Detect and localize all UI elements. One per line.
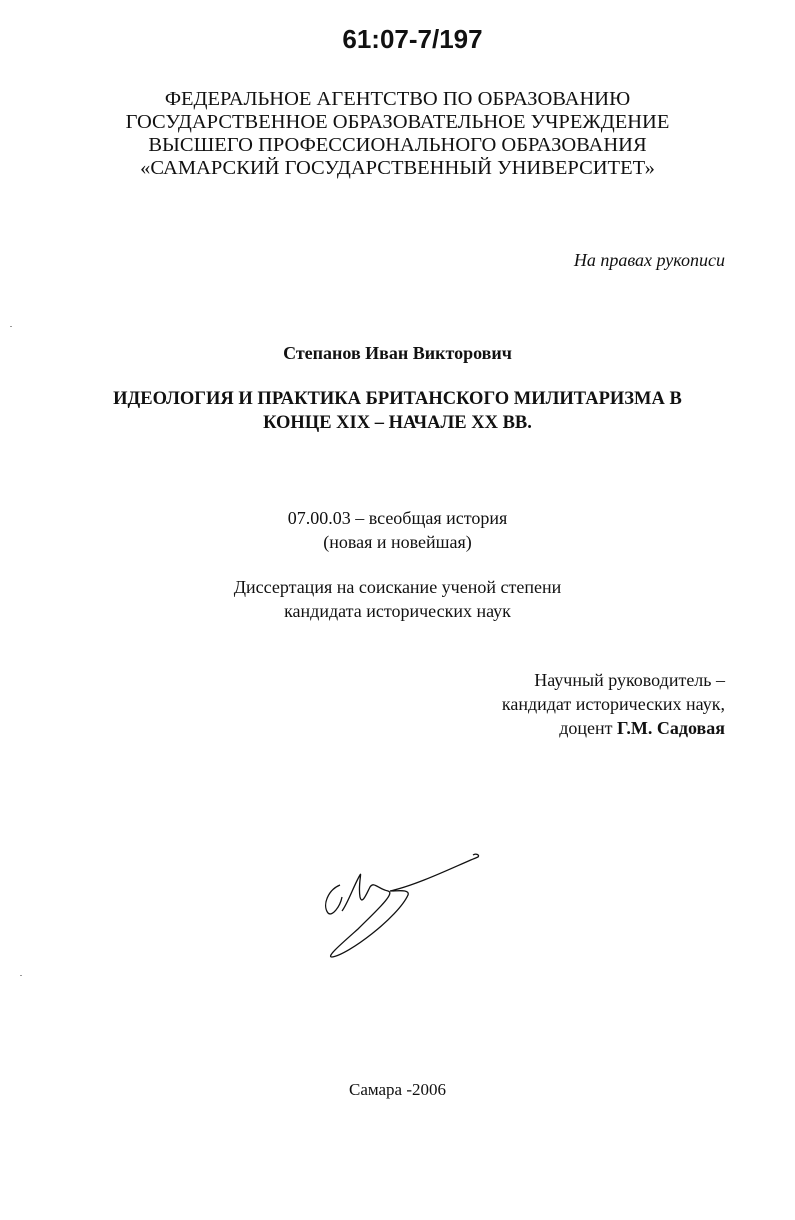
- specialty-line: 07.00.03 – всеобщая история: [287, 508, 508, 528]
- institution-line: ГОСУДАРСТВЕННОЕ ОБРАЗОВАТЕЛЬНОЕ УЧРЕЖДЕНИЕ: [125, 111, 670, 133]
- registry-code: 61:07-7/197: [342, 24, 483, 54]
- institution-header: [0, 88, 795, 180]
- author-name: Степанов Иван Викторович: [283, 343, 512, 363]
- degree-line: Диссертация на соискание ученой степени: [233, 577, 562, 597]
- supervisor-rank: доцент: [559, 718, 617, 738]
- supervisor-block: [502, 668, 725, 740]
- dissertation-title: [0, 387, 795, 435]
- specialty-line: (новая и новейшая): [323, 532, 472, 552]
- supervisor-label: Научный руководитель –: [534, 670, 725, 690]
- degree-statement: [0, 575, 795, 623]
- supervisor-degree: кандидат исторических наук,: [501, 694, 725, 714]
- title-line: КОНЦЕ XIX – НАЧАЛЕ XX ВВ.: [263, 413, 532, 433]
- scan-speck: [10, 326, 12, 327]
- scan-speck: [20, 975, 22, 976]
- institution-line: ФЕДЕРАЛЬНОЕ АГЕНТСТВО ПО ОБРАЗОВАНИЮ: [164, 88, 631, 110]
- specialty: [0, 506, 795, 554]
- manuscript-rights: На правах рукописи: [573, 250, 725, 270]
- title-line: ИДЕОЛОГИЯ И ПРАКТИКА БРИТАНСКОГО МИЛИТАРИЗМА В: [113, 389, 682, 409]
- degree-line: кандидата исторических наук: [284, 601, 511, 621]
- signature: [318, 845, 488, 965]
- institution-line: ВЫСШЕГО ПРОФЕССИОНАЛЬНОГО ОБРАЗОВАНИЯ: [148, 134, 647, 156]
- city-year: Самара -2006: [348, 1080, 447, 1099]
- supervisor-name: Г.М. Садовая: [616, 718, 725, 738]
- supervisor-title: [502, 716, 725, 740]
- institution-line: «САМАРСКИЙ ГОСУДАРСТВЕННЫЙ УНИВЕРСИТЕТ»: [140, 157, 655, 179]
